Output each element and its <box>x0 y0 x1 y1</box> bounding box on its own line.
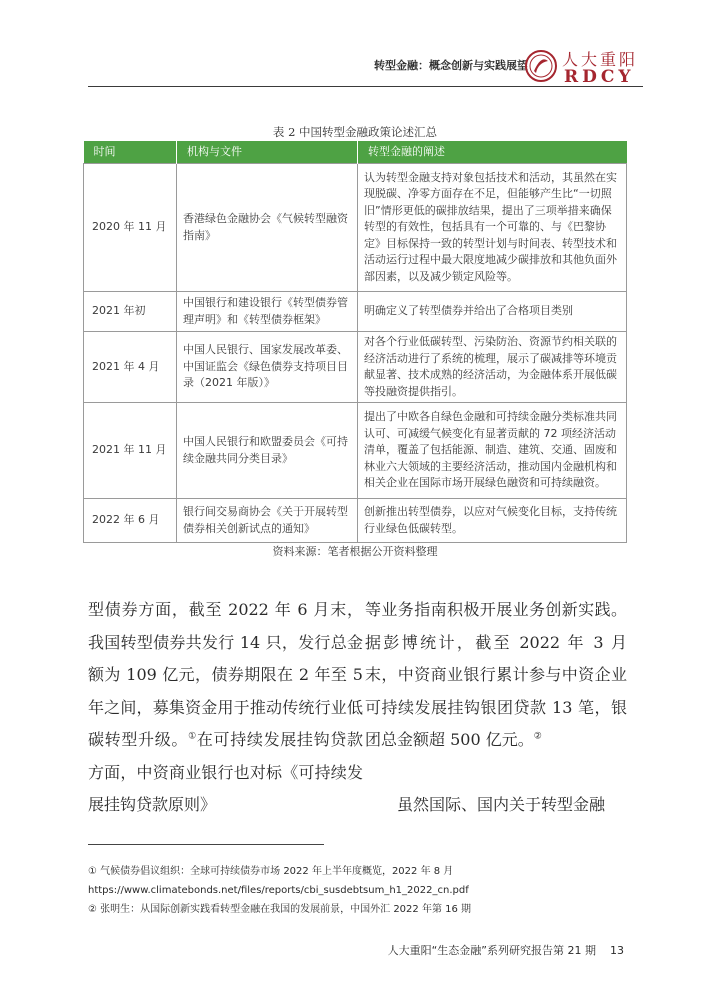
footnote-ref[interactable]: ② <box>533 731 542 742</box>
rdcy-seal-icon <box>524 49 558 83</box>
footnotes <box>88 862 471 919</box>
cell-org: 香港绿色金融协会《气候转型融资指南》 <box>177 164 358 292</box>
footnote-1-link[interactable]: https://www.climatebonds.net/files/reports/cbi_susdebtsum_h1_2022_cn.pdf <box>88 885 469 896</box>
footnote-divider <box>88 844 324 845</box>
header-divider <box>88 86 643 87</box>
cell-desc: 明确定义了转型债券并给出了合格项目类别 <box>358 292 627 332</box>
cell-time: 2021 年 4 月 <box>84 332 177 403</box>
page-number: 13 <box>610 944 624 957</box>
body-paragraph <box>365 594 627 757</box>
footnote-ref[interactable]: ① <box>188 731 197 742</box>
table-row <box>84 332 627 403</box>
column-header-desc: 转型金融的阐述 <box>358 141 627 164</box>
footer-series-title: 人大重阳“生态金融”系列研究报告第 21 期 <box>387 944 596 957</box>
column-header-time: 时间 <box>84 141 177 164</box>
table-row <box>84 292 627 332</box>
rdcy-logo <box>524 47 642 89</box>
cell-desc: 提出了中欧各自绿色金融和可持续金融分类标准共同认可、可减缓气候变化有显著贡献的 72 项经济活动清单，覆盖了包括能源、制造、建筑、交通、固废和林业六大领域的主要经济活动，推动国内金融机构和相关企业在国际市场开展绿色融资和可持续融资。 <box>358 403 627 499</box>
logo-chinese-name: 人大重阳 <box>562 50 639 69</box>
table-source-note: 资料来源：笔者根据公开资料整理 <box>272 545 438 558</box>
cell-org: 中国人民银行、国家发展改革委、中国证监会《绿色债券支持项目目录（2021 年版）》 <box>177 332 358 403</box>
table-row <box>84 164 627 292</box>
table-caption: 表 2 中国转型金融政策论述汇总 <box>272 125 438 139</box>
policy-summary-table <box>83 141 627 543</box>
body-text: 等业务指南积极开展业务创新实践。据彭博统计，截至 2022 年 3 月末，中资商业银行累计参与中资企业可持续发展挂钩银团贷款 13 笔，银团总金额超 500 亿元。 <box>365 600 627 749</box>
body-column-right <box>365 594 627 821</box>
cell-org: 中国人民银行和欧盟委员会《可持续金融共同分类目录》 <box>177 403 358 499</box>
page-footer <box>388 942 624 958</box>
cell-time: 2021 年 11 月 <box>84 403 177 499</box>
table-row <box>84 403 627 499</box>
cell-time: 2020 年 11 月 <box>84 164 177 292</box>
cell-desc: 对各个行业低碳转型、污染防治、资源节约相关联的经济活动进行了系统的梳理，展示了碳减排等环境贡献显著、技术成熟的经济活动，为金融体系开展低碳等投融资提供指引。 <box>358 332 627 403</box>
footnote-2: ② 张明生：从国际创新实践看转型金融在我国的发展前景，中国外汇 2022 年第 16 期 <box>88 904 472 915</box>
cell-org: 中国银行和建设银行《转型债券管理声明》和《转型债券框架》 <box>177 292 358 332</box>
body-text: 在可持续发展挂钩贷款方面，中资商业银行也对标《可持续发展挂钩贷款原则》 <box>88 730 363 814</box>
cell-desc: 创新推出转型债券，以应对气候变化目标，支持传统行业绿色低碳转型。 <box>358 499 627 543</box>
body-text: 型债券方面，截至 2022 年 6 月末，我国转型债券共发行 14 只，发行总金额为 109 亿元，债券期限在 2 年至 5 年之间，募集资金用于推动传统行业低碳转型升级。 <box>88 600 363 749</box>
table-header-row <box>84 141 627 164</box>
cell-time: 2021 年初 <box>84 292 177 332</box>
cell-desc: 认为转型金融支持对象包括技术和活动，其虽然在实现脱碳、净零方面存在不足，但能够产生比“一切照旧”情形更低的碳排放结果，提出了三项举措来确保转型的有效性，包括具有一个可靠的、与《巴黎协定》目标保持一致的转型计划与时间表、转型技术和活动运行过程中最大限度地减少碳排放和其他负面外部因素，以及减少锁定风险等。 <box>358 164 627 292</box>
body-paragraph <box>88 594 363 822</box>
cell-org: 银行间交易商协会《关于开展转型债券相关创新试点的通知》 <box>177 499 358 543</box>
cell-time: 2022 年 6 月 <box>84 499 177 543</box>
footnote-1: ① 气候债券倡议组织：全球可持续债券市场 2022 年上半年度概览，2022 年 8 月 <box>88 866 454 877</box>
running-header-title: 转型金融：概念创新与实践展望 <box>374 59 528 72</box>
body-column-left <box>88 594 363 822</box>
logo-english-name: RDCY <box>564 67 635 87</box>
table-row <box>84 499 627 543</box>
body-paragraph: 虽然国际、国内关于转型金融 <box>397 794 606 814</box>
column-header-org: 机构与文件 <box>177 141 358 164</box>
